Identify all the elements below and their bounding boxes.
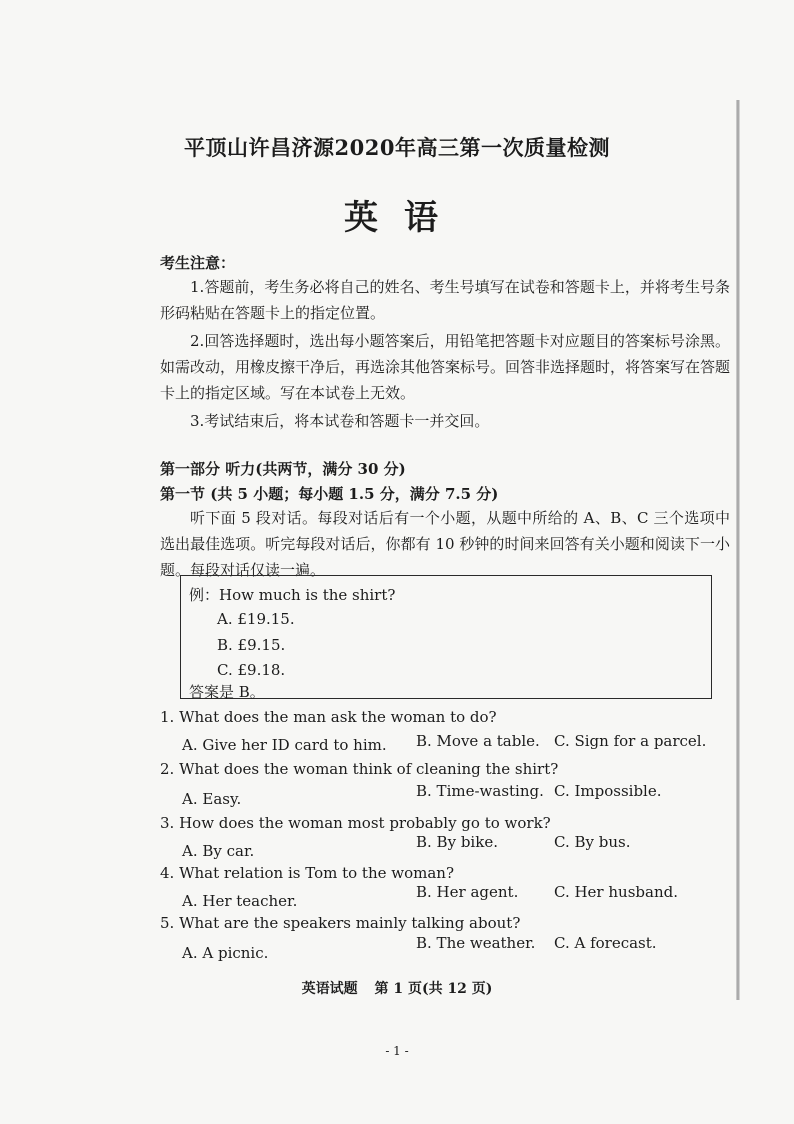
footer-subject: 英语试题 [301,981,358,997]
example-question: 例：How much is the shirt? [189,586,396,604]
section1-heading: 第一节 (共 5 小题；每小题 1.5 分，满分 7.5 分) [160,485,499,503]
question-3-option-c: C. By bus. [554,833,631,851]
page-number: - 1 - [385,1044,409,1058]
question-4-option-a: A. Her teacher. [182,892,298,910]
example-box [180,575,712,699]
exam-title: 平顶山许昌济源2020年高三第一次质量检测 [184,135,610,160]
notice-heading: 考生注意： [160,254,236,272]
question-5-option-b: B. The weather. [416,934,536,952]
example-answer: 答案是 B。 [189,683,265,701]
page-footer [0,978,794,998]
footer-page-info: 第 1 页(共 12 页) [374,981,493,997]
question-5-option-c: C. A forecast. [554,934,657,952]
question-3-option-b: B. By bike. [416,833,498,851]
notice-item-1: 1.答题前，考生务必将自己的姓名、考生号填写在试卷和答题卡上，并将考生号条形码粘贴在答题卡上的指定位置。 [160,278,730,322]
part1-heading: 第一部分 听力(共两节，满分 30 分) [160,460,406,478]
question-5: 5. What are the speakers mainly talking about? [160,914,521,932]
question-4: 4. What relation is Tom to the woman? [160,864,454,882]
notice-item-3: 3.考试结束后，将本试卷和答题卡一并交回。 [190,412,490,430]
question-4-option-c: C. Her husband. [554,883,678,901]
section1-instructions: 听下面 5 段对话。每段对话后有一个小题，从题中所给的 A、B、C 三个选项中选出最佳选项。听完每段对话后，你都有 10 秒钟的时间来回答有关小题和阅读下一小题。每段对话仅读一遍。 [160,509,730,579]
question-2-option-b: B. Time-wasting. [416,782,544,800]
example-option-c: C. £9.18. [217,661,286,679]
question-5-option-a: A. A picnic. [182,944,269,962]
question-3: 3. How does the woman most probably go to work? [160,814,551,832]
question-2-option-a: A. Easy. [182,790,242,808]
notice-item-2: 2.回答选择题时，选出每小题答案后，用铅笔把答题卡对应题目的答案标号涂黑。如需改动，用橡皮擦干净后，再选涂其他答案标号。回答非选择题时，将答案写在答题卡上的指定区域。写在本试卷上无效。 [160,332,731,402]
question-4-option-b: B. Her agent. [416,883,519,901]
question-1-option-c: C. Sign for a parcel. [554,732,707,750]
question-3-option-a: A. By car. [182,842,255,860]
example-option-b: B. £9.15. [217,636,286,654]
question-1: 1. What does the man ask the woman to do? [160,708,497,726]
question-1-option-b: B. Move a table. [416,732,540,750]
subject-title: 英语 [344,198,464,238]
question-1-option-a: A. Give her ID card to him. [182,736,387,754]
question-2-option-c: C. Impossible. [554,782,662,800]
example-option-a: A. £19.15. [217,610,295,628]
question-2: 2. What does the woman think of cleaning the shirt? [160,760,559,778]
